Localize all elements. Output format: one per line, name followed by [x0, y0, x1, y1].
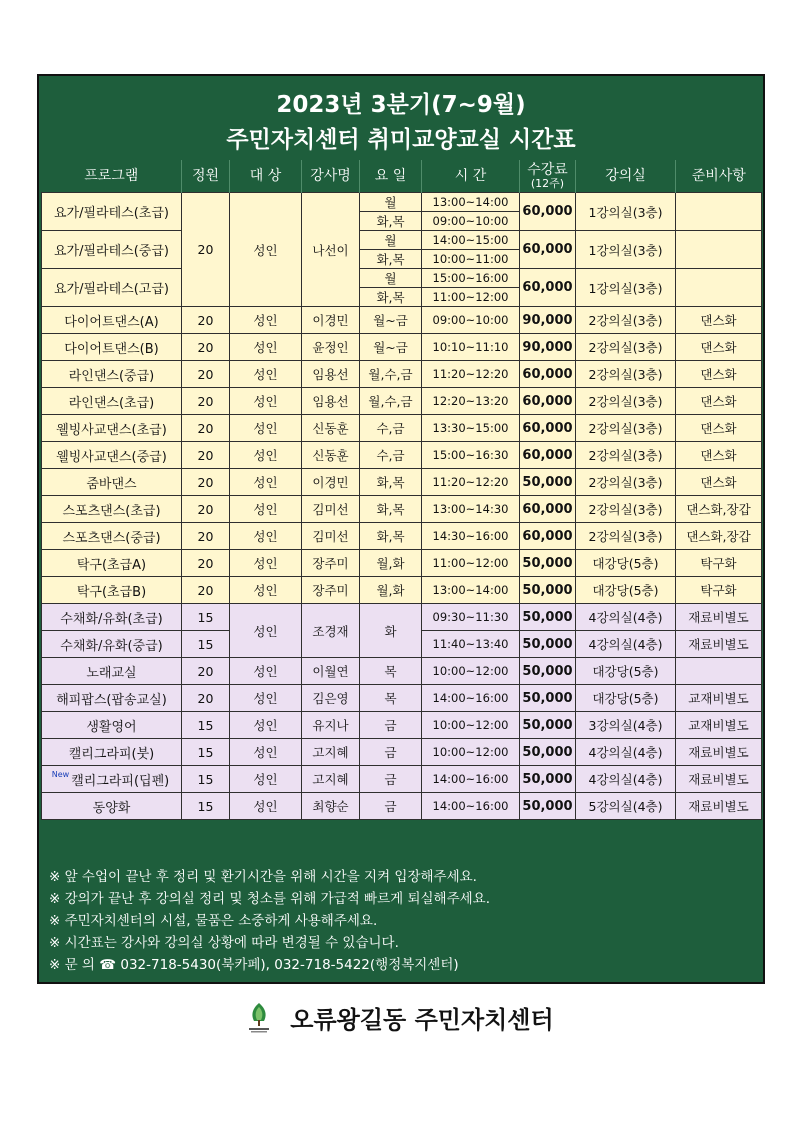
day-cell: 목 [360, 658, 422, 685]
program-name: 라인댄스(초급) [42, 388, 182, 415]
program-name: 수채화/유화(초급) [42, 604, 182, 631]
capacity-cell: 15 [182, 631, 230, 658]
room-cell: 대강당(5층) [576, 550, 676, 577]
time-cell: 09:00~10:00 [422, 307, 520, 334]
program-name: 웰빙사교댄스(초급) [42, 415, 182, 442]
room-cell: 2강의실(3층) [576, 334, 676, 361]
instructor-cell: 임용선 [302, 388, 360, 415]
target-cell: 성인 [230, 550, 302, 577]
room-cell: 4강의실(4층) [576, 766, 676, 793]
fee-cell: 60,000 [520, 231, 576, 269]
day-cell: 화 [360, 604, 422, 658]
time-cell: 09:30~11:30 [422, 604, 520, 631]
time-cell: 10:00~12:00 [422, 712, 520, 739]
room-cell: 5강의실(4층) [576, 793, 676, 820]
table-row [42, 658, 762, 685]
time-cell: 14:00~16:00 [422, 685, 520, 712]
day-cell: 월,수,금 [360, 388, 422, 415]
prep-cell: 재료비별도 [676, 604, 762, 631]
time-cell: 10:00~12:00 [422, 658, 520, 685]
table-row [42, 496, 762, 523]
time-cell: 15:00~16:00 [422, 269, 520, 288]
fee-cell: 60,000 [520, 415, 576, 442]
table-row [42, 766, 762, 793]
instructor-cell: 고지혜 [302, 739, 360, 766]
table-row [42, 269, 762, 288]
program-name [42, 766, 182, 793]
table-row [42, 604, 762, 631]
table-row [42, 739, 762, 766]
table-row [42, 334, 762, 361]
room-cell: 3강의실(4층) [576, 712, 676, 739]
capacity-cell: 15 [182, 604, 230, 631]
room-cell: 4강의실(4층) [576, 604, 676, 631]
prep-cell: 댄스화 [676, 388, 762, 415]
time-cell: 15:00~16:30 [422, 442, 520, 469]
prep-cell: 탁구화 [676, 577, 762, 604]
schedule-table [41, 160, 762, 820]
prep-cell: 댄스화 [676, 307, 762, 334]
header-instructor: 강사명 [302, 160, 360, 193]
header-time: 시 간 [422, 160, 520, 193]
prep-cell: 탁구화 [676, 550, 762, 577]
capacity-cell: 20 [182, 577, 230, 604]
target-cell: 성인 [230, 658, 302, 685]
fee-cell: 60,000 [520, 361, 576, 388]
prep-cell: 댄스화,장갑 [676, 523, 762, 550]
table-row [42, 712, 762, 739]
program-name-text: 캘리그라피(붓) [68, 746, 155, 762]
instructor-cell: 나선이 [302, 193, 360, 307]
prep-cell [676, 658, 762, 685]
target-cell: 성인 [230, 388, 302, 415]
fee-cell: 50,000 [520, 739, 576, 766]
header-program: 프로그램 [42, 160, 182, 193]
room-cell: 4강의실(4층) [576, 631, 676, 658]
day-cell: 화,목 [360, 469, 422, 496]
day-cell: 월 [360, 193, 422, 212]
day-cell: 수,금 [360, 442, 422, 469]
time-cell: 13:00~14:00 [422, 193, 520, 212]
table-row [42, 231, 762, 250]
timetable-sheet [37, 74, 765, 984]
fee-cell: 60,000 [520, 442, 576, 469]
prep-cell: 댄스화 [676, 442, 762, 469]
note-line: ※ 시간표는 강사와 강의실 상황에 따라 변경될 수 있습니다. [49, 935, 399, 951]
program-name [42, 739, 182, 766]
day-cell: 금 [360, 739, 422, 766]
fee-cell: 50,000 [520, 766, 576, 793]
day-cell: 화,목 [360, 212, 422, 231]
prep-cell: 댄스화 [676, 334, 762, 361]
header-row [42, 160, 762, 193]
title-box [39, 76, 763, 161]
program-name: 줌바댄스 [42, 469, 182, 496]
prep-cell: 교재비별도 [676, 712, 762, 739]
header-target: 대 상 [230, 160, 302, 193]
header-capacity: 정원 [182, 160, 230, 193]
target-cell: 성인 [230, 307, 302, 334]
prep-cell [676, 193, 762, 231]
time-cell: 14:00~15:00 [422, 231, 520, 250]
target-cell: 성인 [230, 766, 302, 793]
room-cell: 대강당(5층) [576, 685, 676, 712]
fee-cell: 50,000 [520, 469, 576, 496]
day-cell: 화,목 [360, 250, 422, 269]
program-name-text: 노래교실 [86, 665, 137, 681]
day-cell: 월~금 [360, 334, 422, 361]
time-cell: 11:20~12:20 [422, 361, 520, 388]
note-line: ※ 주민자치센터의 시설, 물품은 소중하게 사용해주세요. [49, 913, 378, 929]
prep-cell: 재료비별도 [676, 793, 762, 820]
fee-cell: 50,000 [520, 793, 576, 820]
capacity-cell: 20 [182, 550, 230, 577]
capacity-cell: 20 [182, 496, 230, 523]
program-name [42, 712, 182, 739]
fee-cell: 50,000 [520, 604, 576, 631]
time-cell: 10:00~11:00 [422, 250, 520, 269]
room-cell: 1강의실(3층) [576, 269, 676, 307]
table-row [42, 415, 762, 442]
time-cell: 10:00~12:00 [422, 739, 520, 766]
title-line2: 주민자치센터 취미교양교실 시간표 [226, 127, 576, 153]
room-cell: 2강의실(3층) [576, 388, 676, 415]
program-name: 스포츠댄스(중급) [42, 523, 182, 550]
target-cell: 성인 [230, 334, 302, 361]
instructor-cell: 장주미 [302, 550, 360, 577]
room-cell: 2강의실(3층) [576, 469, 676, 496]
room-cell: 2강의실(3층) [576, 307, 676, 334]
prep-cell: 재료비별도 [676, 739, 762, 766]
program-name: 탁구(초급A) [42, 550, 182, 577]
instructor-cell: 최향순 [302, 793, 360, 820]
program-name [42, 658, 182, 685]
room-cell: 1강의실(3층) [576, 193, 676, 231]
room-cell: 대강당(5층) [576, 658, 676, 685]
capacity-cell: 20 [182, 388, 230, 415]
capacity-cell: 20 [182, 307, 230, 334]
target-cell: 성인 [230, 712, 302, 739]
header-room: 강의실 [576, 160, 676, 193]
target-cell: 성인 [230, 442, 302, 469]
room-cell: 1강의실(3층) [576, 231, 676, 269]
day-cell: 목 [360, 685, 422, 712]
instructor-cell: 임용선 [302, 361, 360, 388]
capacity-cell: 20 [182, 469, 230, 496]
program-name [42, 685, 182, 712]
instructor-cell: 김미선 [302, 523, 360, 550]
program-name: 요가/필라테스(초급) [42, 193, 182, 231]
fee-cell: 60,000 [520, 193, 576, 231]
instructor-cell: 유지나 [302, 712, 360, 739]
fee-cell: 60,000 [520, 269, 576, 307]
target-cell: 성인 [230, 469, 302, 496]
table-row [42, 523, 762, 550]
table-row [42, 469, 762, 496]
prep-cell [676, 269, 762, 307]
center-logo-icon [246, 1001, 272, 1035]
title-line1: 2023년 3분기(7~9월) [276, 92, 526, 118]
program-name-text: 해피팝스(팝송교실) [56, 692, 167, 708]
instructor-cell: 윤정인 [302, 334, 360, 361]
program-name: 스포츠댄스(초급) [42, 496, 182, 523]
note-line: ※ 앞 수업이 끝난 후 정리 및 환기시간을 위해 시간을 지켜 입장해주세요. [49, 869, 477, 885]
fee-cell: 60,000 [520, 388, 576, 415]
room-cell: 2강의실(3층) [576, 523, 676, 550]
instructor-cell: 이경민 [302, 469, 360, 496]
time-cell: 12:20~13:20 [422, 388, 520, 415]
prep-cell: 댄스화 [676, 469, 762, 496]
table-row [42, 685, 762, 712]
capacity-cell: 20 [182, 361, 230, 388]
target-cell: 성인 [230, 415, 302, 442]
header-fee-label: 수강료 [527, 161, 568, 178]
room-cell: 대강당(5층) [576, 577, 676, 604]
time-cell: 11:40~13:40 [422, 631, 520, 658]
day-cell: 화,목 [360, 496, 422, 523]
day-cell: 금 [360, 766, 422, 793]
room-cell: 2강의실(3층) [576, 496, 676, 523]
prep-cell: 교재비별도 [676, 685, 762, 712]
time-cell: 09:00~10:00 [422, 212, 520, 231]
header-day: 요 일 [360, 160, 422, 193]
time-cell: 11:20~12:20 [422, 469, 520, 496]
day-cell: 월 [360, 231, 422, 250]
capacity-cell: 20 [182, 334, 230, 361]
table-row [42, 550, 762, 577]
table-row [42, 577, 762, 604]
note-line: ※ 문 의 ☎ 032-718-5430(북카페), 032-718-5422(행정복지센터) [49, 957, 459, 973]
capacity-cell: 20 [182, 523, 230, 550]
instructor-cell: 고지혜 [302, 766, 360, 793]
footer-org-name: 오류왕길동 주민자치센터 [290, 1006, 554, 1034]
table-row [42, 388, 762, 415]
time-cell: 10:10~11:10 [422, 334, 520, 361]
program-name [42, 793, 182, 820]
day-cell: 월,화 [360, 577, 422, 604]
instructor-cell: 김미선 [302, 496, 360, 523]
capacity-cell: 15 [182, 739, 230, 766]
fee-cell: 60,000 [520, 496, 576, 523]
fee-cell: 50,000 [520, 631, 576, 658]
table-row [42, 442, 762, 469]
fee-cell: 90,000 [520, 334, 576, 361]
target-cell: 성인 [230, 604, 302, 658]
prep-cell: 재료비별도 [676, 631, 762, 658]
header-fee-sub: (12주) [530, 176, 565, 190]
note-line: ※ 강의가 끝난 후 강의실 정리 및 청소를 위해 가급적 빠르게 퇴실해주세요. [49, 891, 490, 907]
fee-cell: 90,000 [520, 307, 576, 334]
table-row [42, 793, 762, 820]
day-cell: 월~금 [360, 307, 422, 334]
target-cell: 성인 [230, 193, 302, 307]
prep-cell: 댄스화 [676, 415, 762, 442]
prep-cell: 재료비별도 [676, 766, 762, 793]
target-cell: 성인 [230, 496, 302, 523]
fee-cell: 50,000 [520, 550, 576, 577]
day-cell: 수,금 [360, 415, 422, 442]
prep-cell: 댄스화 [676, 361, 762, 388]
capacity-cell: 20 [182, 415, 230, 442]
time-cell: 11:00~12:00 [422, 288, 520, 307]
instructor-cell: 이월연 [302, 658, 360, 685]
fee-cell: 50,000 [520, 658, 576, 685]
target-cell: 성인 [230, 523, 302, 550]
day-cell: 화,목 [360, 288, 422, 307]
program-name: 웰빙사교댄스(중급) [42, 442, 182, 469]
room-cell: 2강의실(3층) [576, 361, 676, 388]
target-cell: 성인 [230, 685, 302, 712]
time-cell: 13:00~14:00 [422, 577, 520, 604]
fee-cell: 50,000 [520, 577, 576, 604]
program-name: 수채화/유화(중급) [42, 631, 182, 658]
capacity-cell: 20 [182, 658, 230, 685]
fee-cell: 60,000 [520, 523, 576, 550]
footer [0, 1000, 800, 1039]
program-name: 라인댄스(중급) [42, 361, 182, 388]
time-cell: 14:00~16:00 [422, 766, 520, 793]
time-cell: 13:00~14:30 [422, 496, 520, 523]
prep-cell [676, 231, 762, 269]
header-fee [520, 160, 576, 193]
capacity-cell: 20 [182, 442, 230, 469]
program-name: 탁구(초급B) [42, 577, 182, 604]
day-cell: 금 [360, 793, 422, 820]
header-prep: 준비사항 [676, 160, 762, 193]
instructor-cell: 장주미 [302, 577, 360, 604]
time-cell: 11:00~12:00 [422, 550, 520, 577]
program-name: 다이어트댄스(B) [42, 334, 182, 361]
day-cell: 금 [360, 712, 422, 739]
target-cell: 성인 [230, 739, 302, 766]
program-name: 요가/필라테스(중급) [42, 231, 182, 269]
day-cell: 월,화 [360, 550, 422, 577]
day-cell: 월,수,금 [360, 361, 422, 388]
fee-cell: 50,000 [520, 712, 576, 739]
notes-block [49, 866, 755, 976]
capacity-cell: 20 [182, 685, 230, 712]
time-cell: 14:30~16:00 [422, 523, 520, 550]
time-cell: 14:00~16:00 [422, 793, 520, 820]
program-name-text: 생활영어 [86, 719, 137, 735]
time-cell: 13:30~15:00 [422, 415, 520, 442]
program-name: 요가/필라테스(고급) [42, 269, 182, 307]
instructor-cell: 조경재 [302, 604, 360, 658]
new-badge: New [51, 769, 70, 779]
capacity-cell: 20 [182, 193, 230, 307]
target-cell: 성인 [230, 793, 302, 820]
prep-cell: 댄스화,장갑 [676, 496, 762, 523]
instructor-cell: 김은영 [302, 685, 360, 712]
capacity-cell: 15 [182, 766, 230, 793]
fee-cell: 50,000 [520, 685, 576, 712]
target-cell: 성인 [230, 577, 302, 604]
target-cell: 성인 [230, 361, 302, 388]
capacity-cell: 15 [182, 712, 230, 739]
program-name-text: 동양화 [92, 800, 131, 816]
table-row [42, 193, 762, 212]
capacity-cell: 15 [182, 793, 230, 820]
table-row [42, 361, 762, 388]
day-cell: 월 [360, 269, 422, 288]
instructor-cell: 이경민 [302, 307, 360, 334]
instructor-cell: 신동훈 [302, 415, 360, 442]
day-cell: 화,목 [360, 523, 422, 550]
program-name-text: 캘리그라피(딥펜) [71, 773, 170, 789]
room-cell: 2강의실(3층) [576, 442, 676, 469]
program-name: 다이어트댄스(A) [42, 307, 182, 334]
instructor-cell: 신동훈 [302, 442, 360, 469]
room-cell: 2강의실(3층) [576, 415, 676, 442]
table-row [42, 307, 762, 334]
room-cell: 4강의실(4층) [576, 739, 676, 766]
